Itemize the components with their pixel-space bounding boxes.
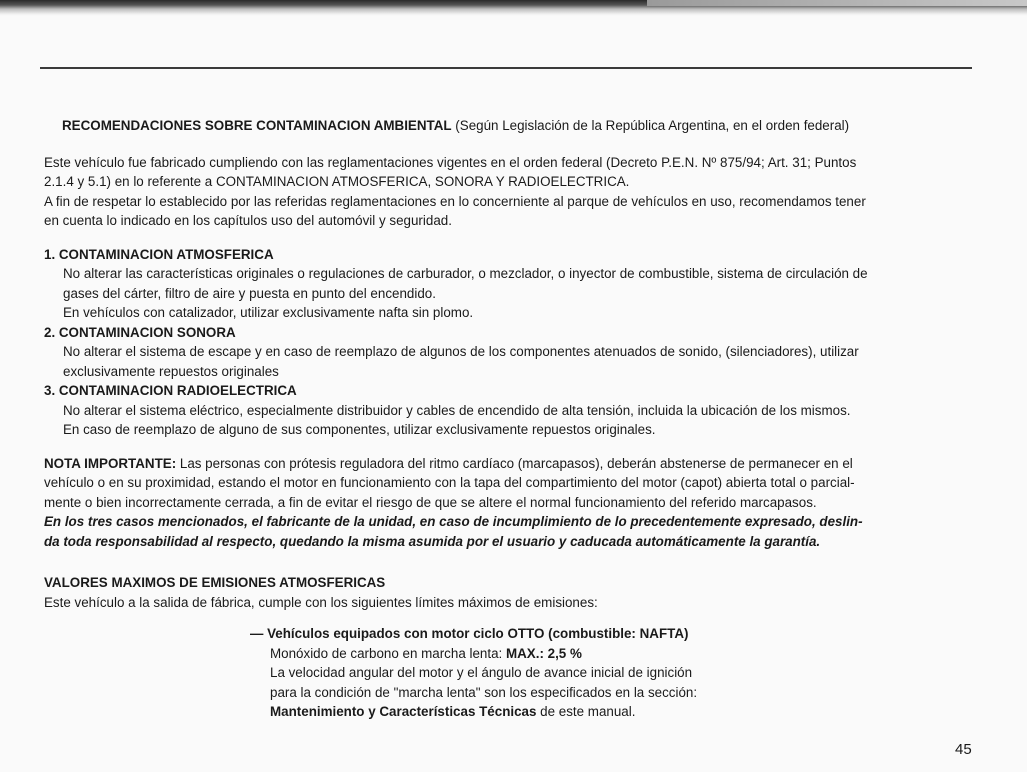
section-line: No alterar el sistema de escape y en caso de reemplazo de algunos de los componentes atenuados de sonido, (silenciadores), utilizar [63,344,859,359]
nota-warning-line: En los tres casos mencionados, el fabricante de la unidad, en caso de incumplimiento de lo precedentemente expresado, deslin- [44,514,863,529]
nota-importante [44,454,980,552]
nota-label: NOTA IMPORTANTE: [44,455,177,471]
section-heading-atmosferica: 1. CONTAMINACION ATMOSFERICA [44,246,274,262]
scan-edge-shade [647,0,1027,6]
section-heading-radioelectrica: 3. CONTAMINACION RADIOELECTRICA [44,383,297,398]
document-body [44,116,980,722]
intro-paragraph [44,153,980,231]
otto-line [250,702,980,722]
header-rule [40,67,972,69]
section-heading-sonora: 2. CONTAMINACION SONORA [44,324,236,340]
otto-line-rest: de este manual. [536,704,636,719]
intro-line: en cuenta lo indicado en los capítulos uso del automóvil y seguridad. [44,213,452,228]
section-line: En vehículos con catalizador, utilizar exclusivamente nafta sin plomo. [63,305,474,320]
sections-list [44,245,980,440]
section-line: No alterar el sistema eléctrico, especialmente distribuidor y cables de encendido de alta tensión, incluida la ubicación de los mismos. [63,402,851,418]
nota-line: mente o bien incorrectamente cerrada, a fin de evitar el riesgo de que se altere el normal funcionamiento del referido marcapasos. [44,494,817,510]
otto-co-line [250,644,980,664]
valores-line: Este vehículo a la salida de fábrica, cumple con los siguientes límites máximos de emisiones: [44,594,598,610]
section-line: No alterar las características originales o regulaciones de carburador, o mezclador, o inyector de combustible, sistema de circulación de [63,266,868,281]
intro-line: A fin de respetar lo establecido por las referidas reglamentaciones en lo concerniente al parque de vehículos en uso, recomendamos tener [44,193,866,209]
page-number: 45 [955,741,972,758]
nota-text: Las personas con prótesis reguladora del ritmo cardíaco (marcapasos), deberán abstenerse de permanecer en el [176,455,853,471]
otto-line: para la condición de "marcha lenta" son los especificados en la sección: [270,684,698,700]
otto-line: La velocidad angular del motor y el ángulo de avance inicial de ignición [270,665,693,680]
otto-co-label: Monóxido de carbono en marcha lenta: [270,645,506,661]
nota-line [44,454,980,474]
nota-warning-line: da toda responsabilidad al respecto, quedando la misma asumida por el usuario y caducada automáticamente la garantía. [44,533,821,549]
otto-heading: — Vehículos equipados con motor ciclo OTTO (combustible: NAFTA) [250,626,689,641]
valores-heading: VALORES MAXIMOS DE EMISIONES ATMOSFERICAS [44,575,386,590]
section-line: gases del cárter, filtro de aire y puesta en punto del encendido. [63,285,436,301]
document-title-line [62,116,980,136]
otto-block [250,624,980,722]
document-title: RECOMENDACIONES SOBRE CONTAMINACION AMBIENTAL [62,118,452,133]
valores-section [44,573,980,612]
section-line: exclusivamente repuestos originales [63,363,279,379]
otto-manual-section: Mantenimiento y Características Técnicas [270,704,537,719]
otto-co-value: MAX.: 2,5 % [505,645,582,661]
intro-line: 2.1.4 y 5.1) en lo referente a CONTAMINACION ATMOSFERICA, SONORA Y RADIOELECTRICA. [44,174,630,189]
section-line: En caso de reemplazo de alguno de sus componentes, utilizar exclusivamente repuestos originales. [63,422,656,437]
document-subtitle: (Según Legislación de la República Argentina, en el orden federal) [455,118,850,133]
intro-line: Este vehículo fue fabricado cumpliendo con las reglamentaciones vigentes en el orden federal (Decreto P.E.N. Nº 875/94; Art. 31; Puntos [44,154,857,170]
nota-line: vehículo o en su proximidad, estando el motor en funcionamiento con la tapa del compartimiento del motor (capot) abierta total o parcial- [44,475,855,490]
